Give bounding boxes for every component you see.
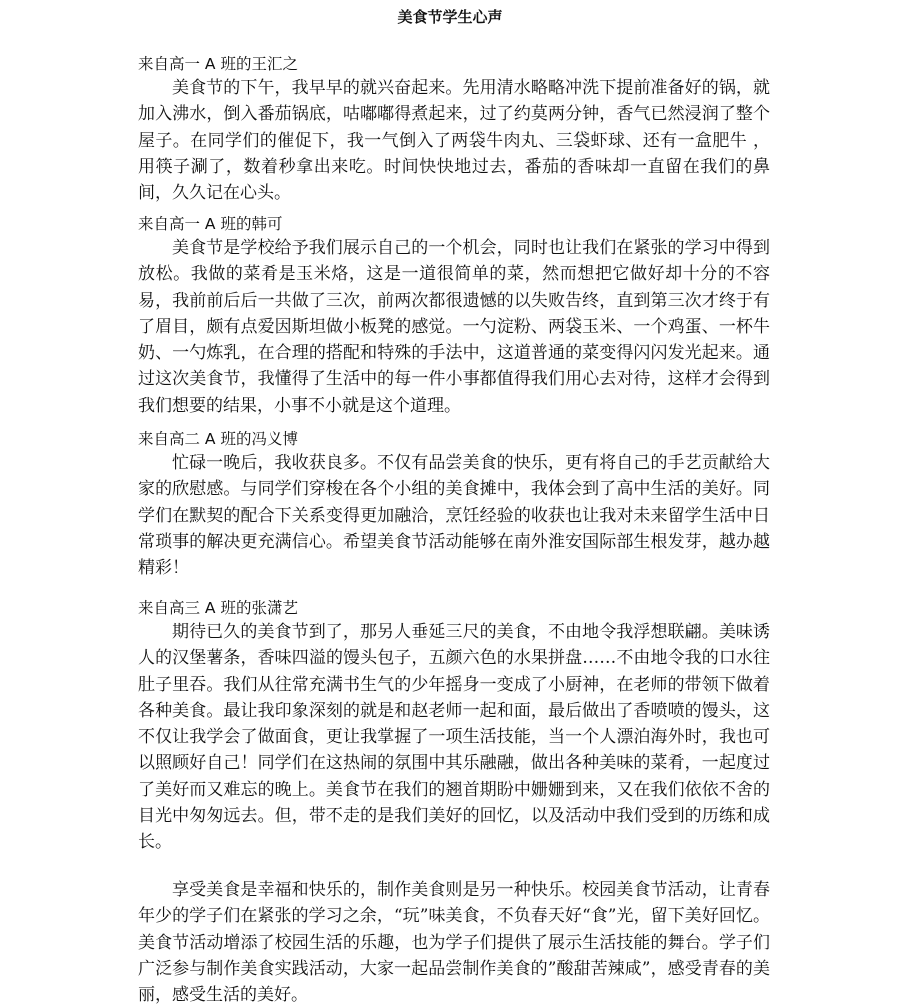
author-line: 来自高一 A 班的韩可	[138, 215, 283, 233]
reflection-paragraph: 美食节的下午，我早早的就兴奋起来。先用清水略略冲洗下提前准备好的锅，就加入沸水，倒入番茄锅底，咕嘟嘟得煮起来，过了约莫两分钟，香气已然浸润了整个屋子。在同学们的催促下，我一气倒入了两袋牛肉丸、三袋虾球、还有一盒肥牛 ，用筷子涮了，数着秒拿出来吃。时间快快地过去，番茄的香味却一直留在我们的鼻间，久久记在心头。	[138, 78, 770, 204]
student-reflection-section	[138, 597, 770, 856]
author-line: 来自高二 A 班的冯义博	[138, 430, 298, 448]
reflection-paragraph: 忙碌一晚后，我收获良多。不仅有品尝美食的快乐，更有将自己的手艺贡献给大家的欣慰感。与同学们穿梭在各个小组的美食摊中，我体会到了高中生活的美好。同学们在默契的配合下关系变得更加融洽，烹饪经验的收获也让我对未来留学生活中日常琐事的解决更充满信心。希望美食节活动能够在南外淮安国际部生根发芽，越办越精彩！	[138, 453, 770, 579]
student-reflection-section	[138, 213, 770, 419]
closing-paragraph: 享受美食是幸福和快乐的，制作美食则是另一种快乐。校园美食节活动，让青春年少的学子们在紧张的学习之余，“玩”味美食，不负春天好“食”光，留下美好回忆。美食节活动增添了校园生活的乐趣，也为学子们提供了展示生活技能的舞台。学子们广泛参与制作美食实践活动，大家一起品尝制作美食的”酸甜苦辣咸”，感受青春的美丽，感受生活的美好。	[138, 880, 770, 1006]
author-line: 来自高三 A 班的张潇艺	[138, 599, 298, 617]
reflection-paragraph: 美食节是学校给予我们展示自己的一个机会，同时也让我们在紧张的学习中得到放松。我做的菜肴是玉米烙，这是一道很简单的菜，然而想把它做好却十分的不容易，我前前后后一共做了三次，前两次都很遗憾的以失败告终，直到第三次才终于有了眉目，颇有点爱因斯坦做小板凳的感觉。一勺淀粉、两袋玉米、一个鸡蛋、一杯牛奶、一勺炼乳，在合理的搭配和特殊的手法中，这道普通的菜变得闪闪发光起来。通过这次美食节，我懂得了生活中的每一件小事都值得我们用心去对待，这样才会得到我们想要的结果，小事不小就是这个道理。	[138, 238, 770, 416]
student-reflection-section	[138, 428, 770, 581]
reflection-paragraph: 期待已久的美食节到了，那另人垂延三尺的美食，不由地令我浮想联翩。美味诱人的汉堡薯条，香味四溢的馒头包子，五颜六色的水果拼盘……不由地令我的口水往肚子里吞。我们从往常充满书生气的少年摇身一变成了小厨神，在老师的带领下做着各种美食。最让我印象深刻的就是和赵老师一起和面，最后做出了香喷喷的馒头，这不仅让我学会了做面食，更让我掌握了一项生活技能，当一个人漂泊海外时，我也可以照顾好自己！同学们在这热闹的氛围中其乐融融，做出各种美味的菜肴，一起度过了美好而又难忘的晚上。美食节在我们的翘首期盼中姗姗到来，又在我们依依不舍的目光中匆匆远去。但，带不走的是我们美好的回忆，以及活动中我们受到的历练和成长。	[138, 622, 770, 853]
author-line: 来自高一 A 班的王汇之	[138, 55, 298, 73]
document-title: 美食节学生心声	[397, 8, 503, 26]
student-reflection-section	[138, 53, 770, 206]
closing-section	[138, 877, 770, 1008]
